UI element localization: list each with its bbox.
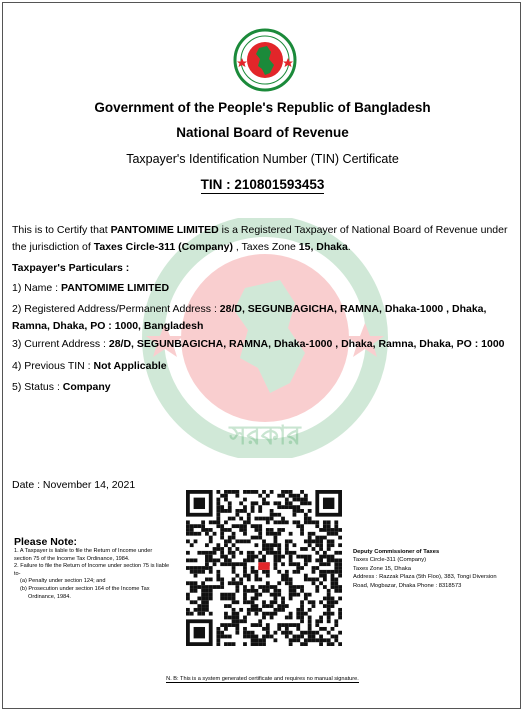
certify-paragraph: This is to Certify that PANTOMIME LIMITED is a Registered Taxpayer of National Board of Revenue under the jurisdiction of Taxes Circle-311 (Company) , Taxes Zone 15, Dhaka. — [12, 224, 508, 253]
issue-date: Date : November 14, 2021 — [12, 479, 136, 491]
note-title: Please Note: — [14, 536, 78, 548]
signatory-block: Deputy Commissioner of Taxes Taxes Circle-311 (Company) Taxes Zone 15, Dhaka Address : Razzak Plaza (5th Floo), 383, Tongi Diversion Road, Mogbazar, Dhaka Phone : 8318573 — [353, 549, 497, 589]
watermark-text: সরকার — [229, 421, 301, 451]
qr-code-icon — [186, 490, 342, 646]
header-government: Government of the People's Republic of Bangladesh — [94, 100, 431, 115]
particular-registered-address: 2) Registered Address/Permanent Address : 28/D, SEGUNBAGICHA, RAMNA, Dhaka-1000 , Dhaka, Ramna, Dhaka, PO : 1000, Bangladesh — [12, 303, 487, 332]
particular-current-address: 3) Current Address : 28/D, SEGUNBAGICHA, RAMNA, Dhaka-1000 , Dhaka, Ramna, Dhaka, PO : 1000 — [12, 338, 505, 350]
footer-note: N. B: This is a system generated certificate and requires no manual signature. — [166, 676, 359, 682]
particular-name: 1) Name : PANTOMIME LIMITED — [12, 282, 170, 294]
header-certificate-title: Taxpayer's Identification Number (TIN) Certificate — [126, 152, 399, 166]
particulars-heading: Taxpayer's Particulars : — [12, 262, 130, 274]
particular-previous-tin: 4) Previous TIN : Not Applicable — [12, 360, 167, 372]
header-nbr: National Board of Revenue — [176, 125, 349, 140]
taxpayer-name: PANTOMIME LIMITED — [110, 224, 219, 236]
note-body: 1. A Taxpayer is liable to file the Return of Income under section 75 of the Income Tax Ordinance, 1984. 2. Failure to file the Return of Income under section 75 is liable to- (a) Penalty under section 124; and (b) Prosecution under section 164 of the Income Tax Ordinance, 1984. — [14, 548, 170, 600]
tin-number: TIN : 210801593453 — [200, 177, 325, 192]
bangladesh-seal-icon — [233, 28, 297, 92]
particular-status: 5) Status : Company — [12, 381, 111, 393]
